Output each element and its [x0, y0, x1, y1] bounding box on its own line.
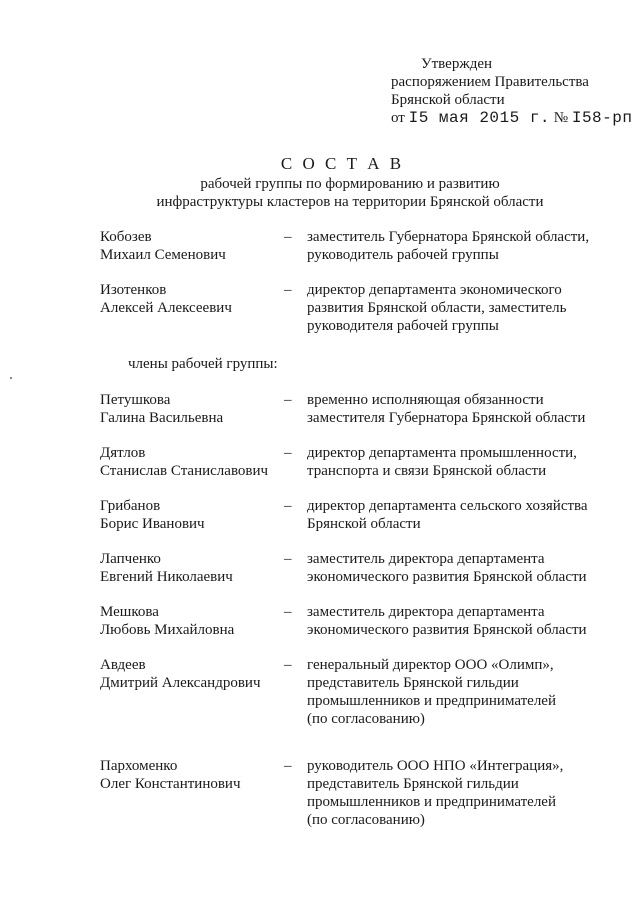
member-name	[100, 656, 275, 692]
member-role-line: заместитель директора департамента	[307, 551, 545, 567]
leader-role-line: директор департамента экономического	[307, 282, 562, 298]
member-role-line: директор департамента сельского хозяйства	[307, 498, 588, 514]
member-surname: Дятлов	[100, 445, 146, 461]
member-role-line: генеральный директор ООО «Олимп»,	[307, 657, 554, 673]
member-name	[100, 444, 275, 480]
member-dash: –	[284, 551, 292, 567]
member-surname: Лапченко	[100, 551, 161, 567]
member-dash: –	[284, 604, 292, 620]
member-role-line: заместитель директора департамента	[307, 604, 545, 620]
document-subtitle-line-2: инфраструктуры кластеров на территории Брянской области	[156, 194, 544, 210]
approval-line-1: Утвержден	[421, 56, 493, 72]
member-given-names: Борис Иванович	[100, 516, 205, 532]
member-role-line: представитель Брянской гильдии	[307, 675, 519, 691]
leader-role-line: руководителя рабочей группы	[307, 318, 499, 334]
leader-role-line: развития Брянской области, заместитель	[307, 300, 567, 316]
member-given-names: Евгений Николаевич	[100, 569, 233, 585]
member-given-names: Дмитрий Александрович	[100, 675, 261, 691]
member-role	[307, 391, 607, 427]
member-given-names: Олег Константинович	[100, 776, 241, 792]
member-role-line: временно исполняющая обязанности	[307, 392, 544, 408]
leader-role-line: руководитель рабочей группы	[307, 247, 499, 263]
document-heading: С О С Т А В	[280, 154, 405, 173]
member-name	[100, 757, 275, 793]
member-dash: –	[284, 758, 292, 774]
document-title-block	[0, 155, 640, 211]
member-role-line: экономического развития Брянской области	[307, 622, 587, 638]
approval-number-sign: №	[553, 110, 569, 126]
approval-number-value: I58-рп	[571, 109, 633, 127]
scan-artifact	[10, 377, 12, 379]
members-section-label: члены рабочей группы:	[128, 356, 278, 372]
leader-given-names: Алексей Алексеевич	[100, 300, 232, 316]
member-given-names: Галина Васильевна	[100, 410, 224, 426]
member-role	[307, 497, 607, 533]
leader-surname: Изотенков	[100, 282, 167, 298]
member-role-line: (по согласованию)	[307, 812, 425, 828]
member-role-line: заместителя Губернатора Брянской области	[307, 410, 586, 426]
approval-date-value: I5 мая 2015 г.	[408, 109, 551, 127]
leader-role-line: заместитель Губернатора Брянской области,	[307, 229, 590, 245]
member-role	[307, 444, 607, 480]
member-name	[100, 391, 275, 427]
member-surname: Авдеев	[100, 657, 146, 673]
approval-date-prefix: от	[391, 110, 405, 126]
approval-block	[391, 55, 631, 127]
member-role-line: Брянской области	[307, 516, 421, 532]
approval-line-2: распоряжением Правительства	[391, 74, 589, 90]
member-given-names: Станислав Станиславович	[100, 463, 269, 479]
member-role-line: транспорта и связи Брянской области	[307, 463, 547, 479]
approval-date-line	[391, 109, 631, 127]
member-role-line: руководитель ООО НПО «Интеграция»,	[307, 758, 564, 774]
member-role-line: экономического развития Брянской области	[307, 569, 587, 585]
member-role	[307, 757, 607, 829]
member-name	[100, 497, 275, 533]
leader-surname: Кобозев	[100, 229, 152, 245]
member-role	[307, 656, 607, 728]
member-dash: –	[284, 445, 292, 461]
member-role-line: (по согласованию)	[307, 711, 425, 727]
leader-dash: –	[284, 229, 292, 245]
member-role-line: промышленников и предпринимателей	[307, 794, 556, 810]
member-given-names: Любовь Михайловна	[100, 622, 235, 638]
member-surname: Мешкова	[100, 604, 159, 620]
member-dash: –	[284, 498, 292, 514]
leader-name	[100, 228, 275, 264]
member-role-line: промышленников и предпринимателей	[307, 693, 556, 709]
member-role-line: директор департамента промышленности,	[307, 445, 577, 461]
member-dash: –	[284, 392, 292, 408]
approval-line-3: Брянской области	[391, 92, 505, 108]
leader-given-names: Михаил Семенович	[100, 247, 226, 263]
member-name	[100, 550, 275, 586]
member-surname: Пархоменко	[100, 758, 178, 774]
member-role	[307, 603, 607, 639]
leader-dash: –	[284, 282, 292, 298]
member-name	[100, 603, 275, 639]
document-subtitle-line-1: рабочей группы по формированию и развитию	[200, 176, 500, 192]
member-surname: Грибанов	[100, 498, 161, 514]
member-role	[307, 550, 607, 586]
leader-role	[307, 228, 607, 264]
member-dash: –	[284, 657, 292, 673]
member-role-line: представитель Брянской гильдии	[307, 776, 519, 792]
leader-name	[100, 281, 275, 317]
leader-role	[307, 281, 607, 335]
member-surname: Петушкова	[100, 392, 171, 408]
